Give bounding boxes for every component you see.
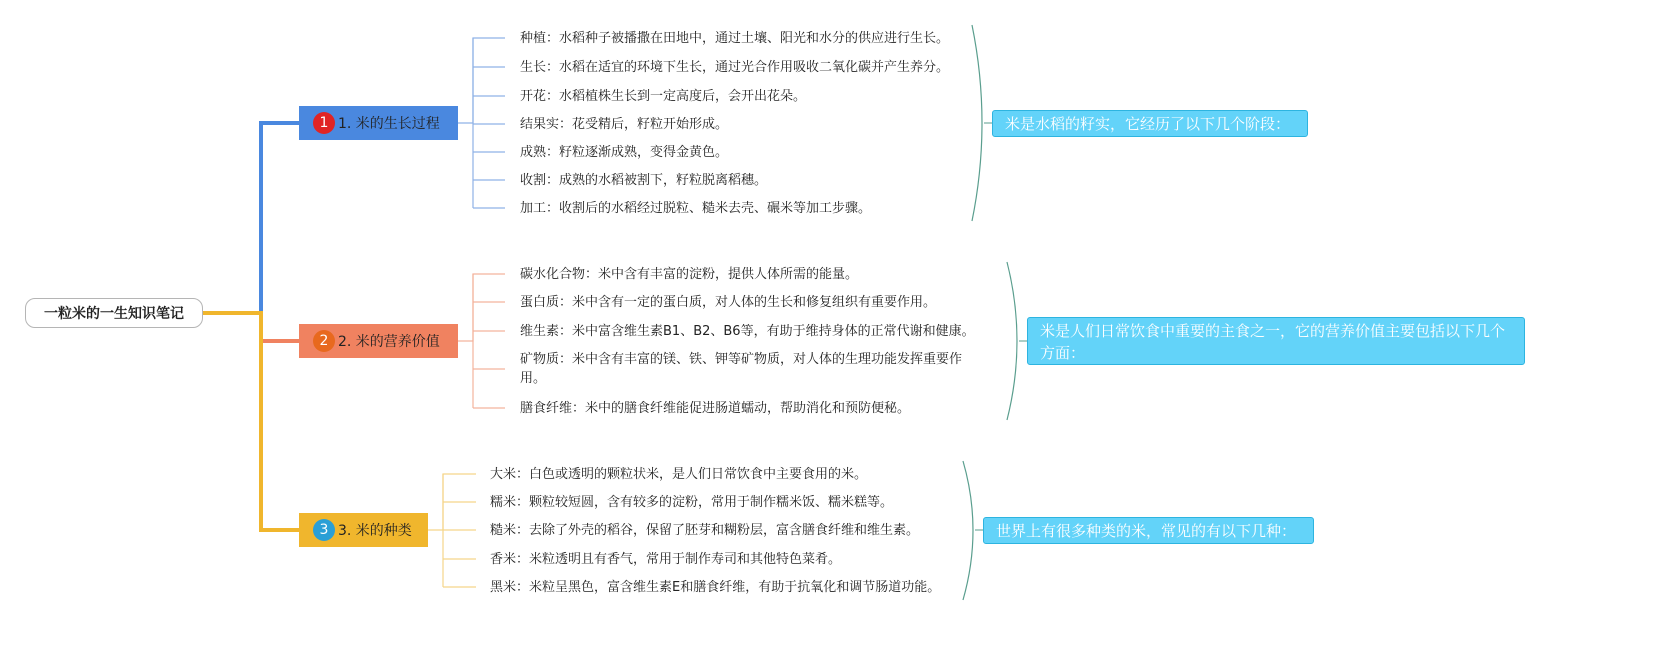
leaf-item[interactable]: 开花：水稻植株生长到一定高度后，会开出花朵。: [520, 89, 807, 104]
connector-root-b3: [203, 313, 299, 530]
leaf-connectors-b1: [458, 38, 505, 208]
branch-growth-process[interactable]: [299, 106, 458, 140]
leaf-item[interactable]: 结果实：花受精后，籽粒开始形成。: [520, 117, 729, 132]
branch-label: 1. 米的生长过程: [338, 116, 440, 132]
leaf-item[interactable]: 蛋白质：米中含有一定的蛋白质，对人体的生长和修复组织有重要作用。: [520, 295, 937, 310]
summary-brace-b1: [972, 25, 982, 221]
leaf-item[interactable]: 种植：水稻种子被播撒在田地中，通过土壤、阳光和水分的供应进行生长。: [520, 31, 950, 46]
number-badge-2: 2: [313, 330, 335, 352]
leaf-item[interactable]: 膳食纤维：米中的膳食纤维能促进肠道蠕动，帮助消化和预防便秘。: [520, 401, 911, 416]
leaf-item[interactable]: 黑米：米粒呈黑色，富含维生素E和膳食纤维，有助于抗氧化和调节肠道功能。: [490, 580, 941, 595]
number-badge-1: 1: [313, 112, 335, 134]
summary-brace-b2: [1007, 262, 1017, 420]
branch-nutrition-value[interactable]: [299, 324, 458, 358]
summary-note-growth[interactable]: 米是水稻的籽实，它经历了以下几个阶段：: [992, 110, 1308, 137]
connector-root-b1: [203, 123, 299, 313]
leaf-item[interactable]: 香米：米粒透明且有香气，常用于制作寿司和其他特色菜肴。: [490, 552, 842, 567]
leaf-item[interactable]: 大米：白色或透明的颗粒状米，是人们日常饮食中主要食用的米。: [490, 467, 868, 482]
branch-rice-types[interactable]: [299, 513, 428, 547]
summary-note-nutrition[interactable]: 米是人们日常饮食中重要的主食之一，它的营养价值主要包括以下几个方面：: [1027, 317, 1525, 365]
leaf-connectors-b2: [458, 274, 505, 408]
leaf-item[interactable]: 糯米：颗粒较短圆，含有较多的淀粉，常用于制作糯米饭、糯米糕等。: [490, 495, 894, 510]
leaf-item[interactable]: 加工：收割后的水稻经过脱粒、糙米去壳、碾米等加工步骤。: [520, 201, 872, 216]
summary-brace-b3: [963, 461, 973, 600]
leaf-item[interactable]: 糙米：去除了外壳的稻谷，保留了胚芽和糊粉层，富含膳食纤维和维生素。: [490, 523, 920, 538]
leaf-item[interactable]: 成熟：籽粒逐渐成熟，变得金黄色。: [520, 145, 729, 160]
leaf-item[interactable]: 矿物质：米中含有丰富的镁、铁、钾等矿物质，对人体的生理功能发挥重要作用。: [520, 352, 963, 386]
leaf-connectors-b3: [428, 474, 476, 587]
leaf-item[interactable]: 生长：水稻在适宜的环境下生长，通过光合作用吸收二氧化碳并产生养分。: [520, 60, 950, 75]
leaf-item[interactable]: 维生素：米中富含维生素B1、B2、B6等，有助于维持身体的正常代谢和健康。: [520, 324, 975, 339]
leaf-item[interactable]: 碳水化合物：米中含有丰富的淀粉，提供人体所需的能量。: [520, 267, 859, 282]
root-node[interactable]: 一粒米的一生知识笔记: [25, 298, 203, 328]
branch-label: 3. 米的种类: [338, 523, 412, 539]
summary-note-types[interactable]: 世界上有很多种类的米，常见的有以下几种：: [983, 517, 1314, 544]
leaf-item[interactable]: 收割：成熟的水稻被割下，籽粒脱离稻穗。: [520, 173, 768, 188]
number-badge-3: 3: [313, 519, 335, 541]
branch-label: 2. 米的营养价值: [338, 334, 440, 350]
